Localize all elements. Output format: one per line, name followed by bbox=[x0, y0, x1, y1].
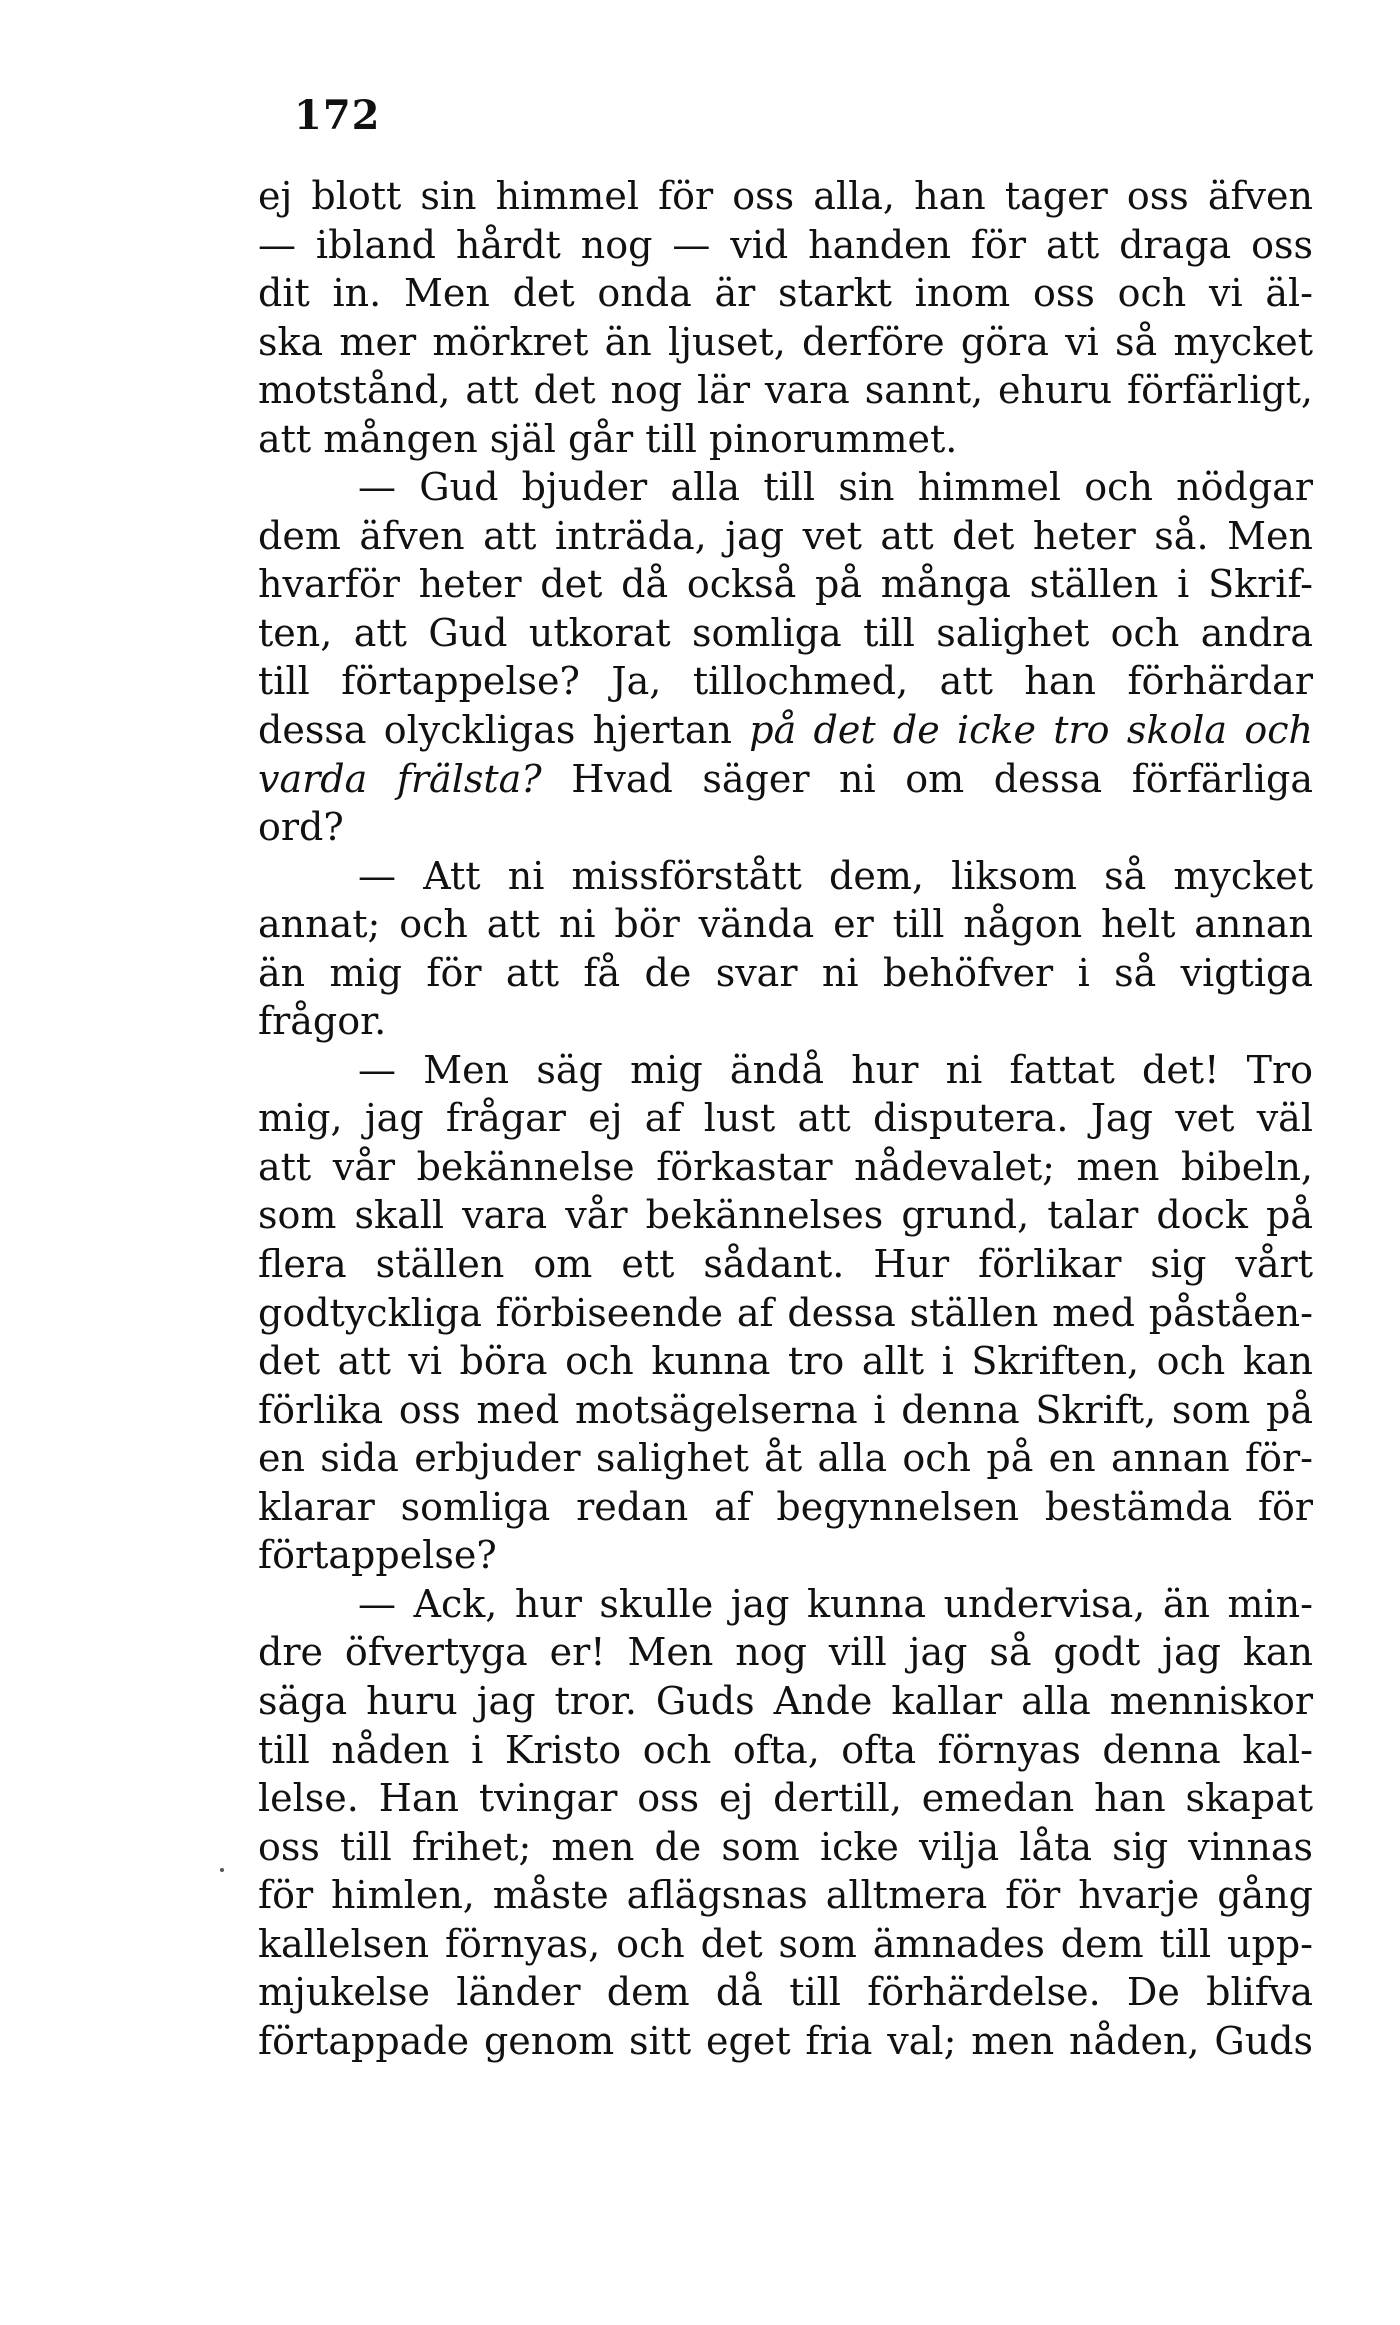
text-line: som skall vara vår bekännelses grund, talar dock på bbox=[258, 1193, 1313, 1238]
text-line: förlika oss med motsägelserna i denna Skrift, som på bbox=[258, 1387, 1313, 1432]
italic-text-segment: varda frälsta? bbox=[258, 756, 542, 801]
text-line bbox=[258, 706, 1313, 755]
text-line: ten, att Gud utkorat somliga till salighet och andra bbox=[258, 610, 1313, 655]
text-line: än mig för att få de svar ni behöfver i så vigtiga bbox=[258, 950, 1313, 995]
text-line: klarar somliga redan af begynnelsen bestämda för bbox=[258, 1484, 1313, 1529]
text-line: säga huru jag tror. Guds Ande kallar alla menniskor bbox=[258, 1678, 1313, 1723]
text-line: en sida erbjuder salighet åt alla och på en annan för- bbox=[258, 1436, 1313, 1481]
text-line: flera ställen om ett sådant. Hur förlikar sig vårt bbox=[258, 1242, 1313, 1287]
text-line: oss till frihet; men de som icke vilja låta sig vinnas bbox=[258, 1824, 1313, 1869]
text-line: lelse. Han tvingar oss ej dertill, emedan han skapat bbox=[258, 1776, 1313, 1821]
text-line: — ibland hårdt nog — vid handen för att draga oss bbox=[258, 222, 1313, 267]
text-line: mjukelse länder dem då till förhärdelse. De blifva bbox=[258, 1970, 1313, 2015]
text-line: ej blott sin himmel för oss alla, han tager oss äfven bbox=[258, 174, 1313, 218]
text-line: till nåden i Kristo och ofta, ofta förnyas denna kal- bbox=[258, 1727, 1313, 1772]
text-line: — Att ni missförstått dem, liksom så mycket bbox=[358, 853, 1313, 898]
text-line: dit in. Men det onda är starkt inom oss och vi äl- bbox=[258, 271, 1313, 316]
text-segment: Hvad säger ni om dessa förfärliga bbox=[541, 756, 1313, 801]
text-line: det att vi böra och kunna tro allt i Skriften, och kan bbox=[258, 1339, 1313, 1384]
text-line: förtappelse? bbox=[258, 1533, 497, 1578]
text-line: motstånd, att det nog lär vara sannt, ehuru förfärligt, bbox=[258, 368, 1313, 413]
text-line: ska mer mörkret än ljuset, derföre göra vi så mycket bbox=[258, 319, 1313, 364]
print-speck bbox=[220, 1868, 224, 1872]
body-text bbox=[258, 172, 1313, 2065]
text-line: hvarför heter det då också på många ställen i Skrif- bbox=[258, 562, 1313, 607]
italic-text-segment: på det de icke tro skola och bbox=[749, 708, 1313, 753]
text-line: — Gud bjuder alla till sin himmel och nödgar bbox=[358, 465, 1313, 510]
text-line: godtyckliga förbiseende af dessa ställen med påståen- bbox=[258, 1290, 1313, 1335]
text-line: — Men säg mig ändå hur ni fattat det! Tro bbox=[358, 1047, 1313, 1092]
text-line: annat; och att ni bör vända er till någon helt annan bbox=[258, 902, 1313, 947]
text-line bbox=[258, 755, 1313, 804]
text-line: dem äfven att inträda, jag vet att det heter så. Men bbox=[258, 513, 1313, 558]
text-line: att mången själ går till pinorummet. bbox=[258, 416, 958, 461]
text-segment: dessa olyckligas hjertan bbox=[258, 708, 750, 753]
text-line: kallelsen förnyas, och det som ämnades dem till upp- bbox=[258, 1921, 1313, 1966]
text-line: förtappade genom sitt eget fria val; men nåden, Guds bbox=[258, 2018, 1313, 2063]
text-line: till förtappelse? Ja, tillochmed, att han förhärdar bbox=[258, 659, 1313, 704]
text-line: frågor. bbox=[258, 999, 387, 1044]
text-line: mig, jag frågar ej af lust att disputera. Jag vet väl bbox=[258, 1096, 1313, 1141]
page-number: 172 bbox=[294, 92, 381, 139]
text-line: — Ack, hur skulle jag kunna undervisa, än min- bbox=[358, 1581, 1313, 1626]
text-line: dre öfvertyga er! Men nog vill jag så godt jag kan bbox=[258, 1630, 1313, 1675]
text-line: ord? bbox=[258, 805, 344, 850]
text-line: att vår bekännelse förkastar nådevalet; men bibeln, bbox=[258, 1144, 1313, 1189]
text-line: för himlen, måste aflägsnas alltmera för hvarje gång bbox=[258, 1873, 1313, 1918]
